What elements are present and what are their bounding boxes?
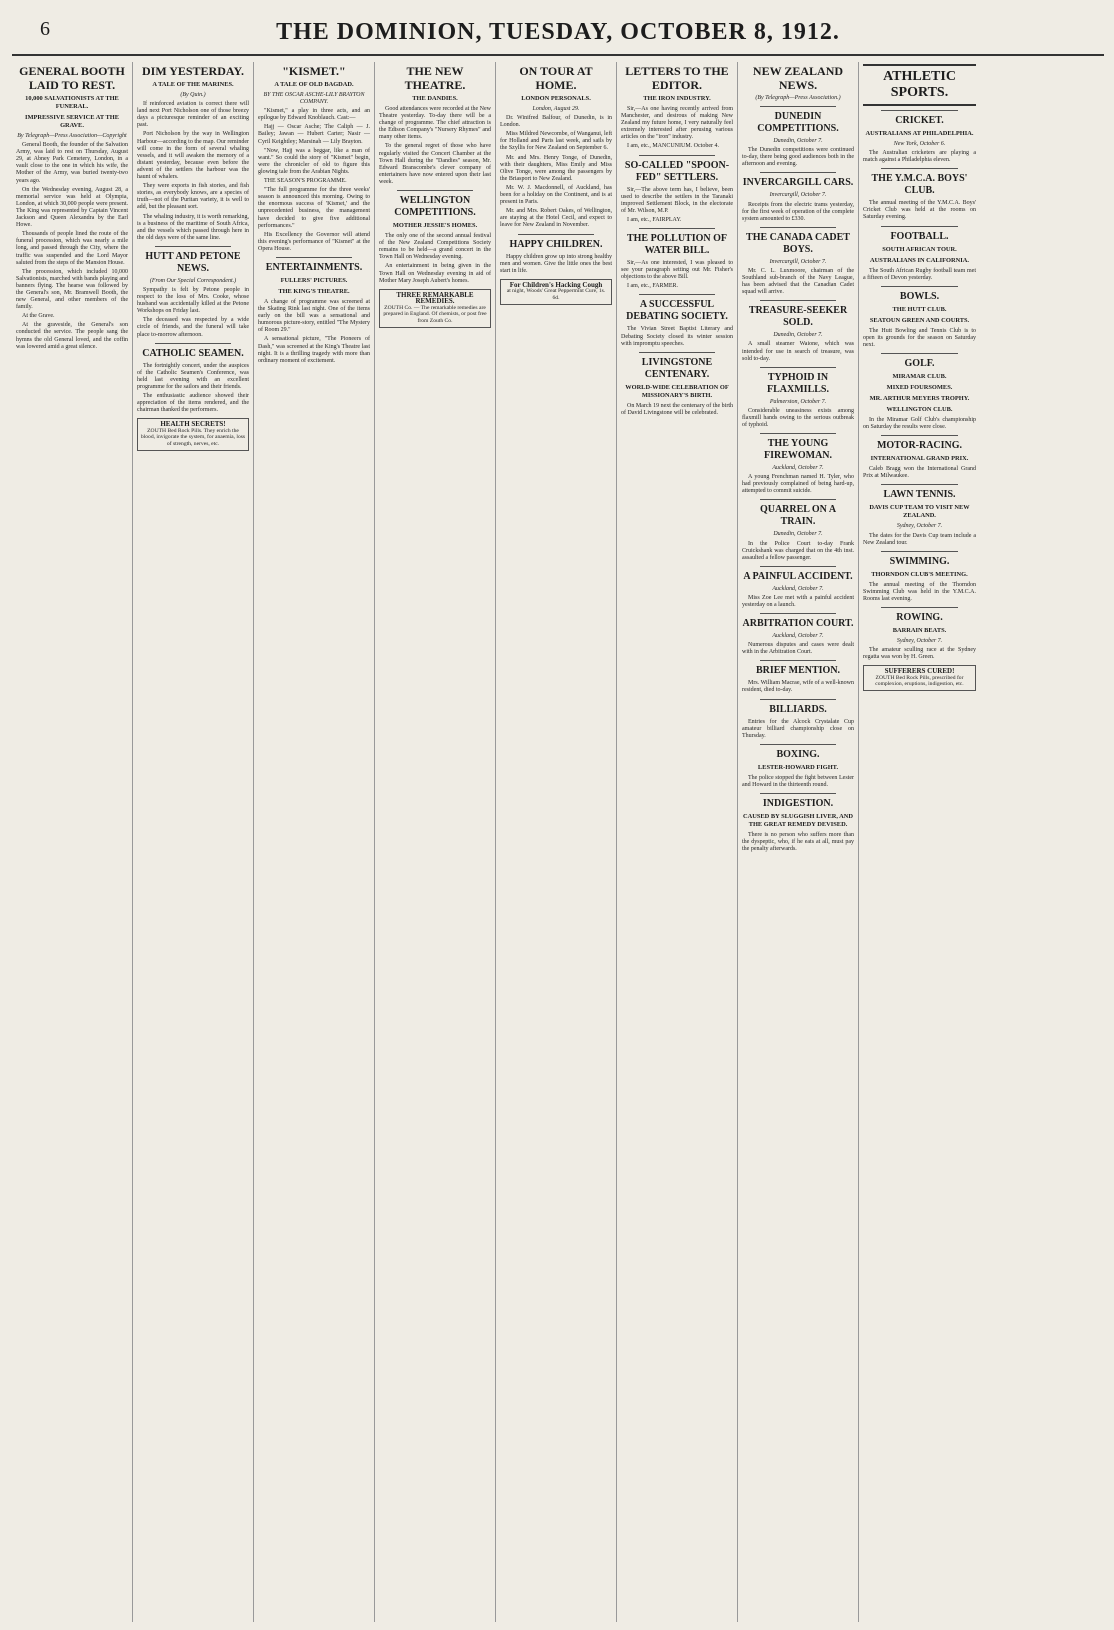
article-paragraph: The annual meeting of the Thorndon Swimming Club was held in the Y.M.C.A. Rooms last evening. <box>863 581 976 602</box>
article-byline: (By Telegraph—Press Association.) <box>755 95 841 101</box>
article-paragraph: Hajj — Oscar Asche; The Caliph — J. Bailey; Jawan — Hubert Carter; Nasir — Cyril Keightley; Marsinah — Lily Brayton. <box>258 124 370 145</box>
article-paragraph: Receipts from the electric trams yesterday, for the first week of operation of the complete system amounted to £330. <box>742 201 854 222</box>
article-subheading: WORLD-WIDE CELEBRATION OF MISSIONARY'S BIRTH. <box>625 383 729 399</box>
article-divider <box>881 110 958 111</box>
article-byline: Auckland, October 7. <box>772 585 824 592</box>
article-headline: MOTOR-RACING. <box>876 440 963 452</box>
article-paragraph: Numerous disputes and cases were dealt with in the Arbitration Court. <box>742 642 854 656</box>
article-headline: HAPPY CHILDREN. <box>509 238 603 250</box>
article-headline: THE NEW THEATRE. <box>404 64 466 92</box>
article-divider <box>760 566 836 567</box>
article-headline: THE CANADA CADET BOYS. <box>746 231 850 255</box>
article-paragraph: Caleb Bragg won the International Grand Prix at Milwaukee. <box>863 466 976 480</box>
article-headline: LETTERS TO THE EDITOR. <box>625 64 729 92</box>
article-headline: INVERCARGILL CARS. <box>742 177 854 189</box>
article-headline: GOLF. <box>904 358 935 370</box>
advertisement <box>863 665 976 691</box>
article-divider <box>639 294 715 295</box>
article-headline: QUARREL ON A TRAIN. <box>759 504 837 528</box>
article-paragraph: In the Police Court to-day Frank Cruickshank was charged that on the 4th inst. assaulted a fellow passenger. <box>742 540 854 561</box>
article-paragraph: I am, etc., FARMER. <box>627 283 679 290</box>
article-byline: (From Our Special Correspondent.) <box>149 277 237 284</box>
article-paragraph: There is no person who suffers more than the dyspeptic, who, if he eats at all, must pay the penalty afterwards. <box>742 832 854 853</box>
article-paragraph: A small steamer Waione, which was intended for use in search of treasure, was sold to-day. <box>742 341 854 362</box>
article-subheading: DAVIS CUP TEAM TO VISIT NEW ZEALAND. <box>869 504 970 520</box>
article-paragraph: "Kismet," a play in three acts, and an epilogue by Edward Knoblauch. Cast:— <box>258 108 370 122</box>
article-paragraph: "The full programme for the three weeks' season is announced this morning. Owing to the enormous success of 'Kismet,' and the unprecedented business, the management have decided to give five additional performances." <box>258 187 370 229</box>
article-headline: ON TOUR AT HOME. <box>519 64 593 92</box>
article-divider <box>760 699 836 700</box>
advertisement-text: at night, Woods' Great Peppermint Cure, 1s. 6d. <box>506 288 606 301</box>
article-paragraph: Happy children grow up into strong healthy men and women. Give the little ones the best start in life. <box>500 253 612 274</box>
article-byline: Sydney, October 7. <box>896 523 943 530</box>
article-paragraph: Entries for the Alcock Crystalate Cup amateur billiard championship close on Thursday. <box>742 718 854 739</box>
article-paragraph: The procession, which included 10,000 Salvationists, marched with bands playing and banners flying. The hearse was followed by the General's son, Mr. Bramwell Booth, the new General, and other members of the family. <box>16 268 128 311</box>
article-byline: Invercargill, October 7. <box>769 258 827 265</box>
article-paragraph: On March 19 next the centenary of the birth of David Livingstone will be celebrated. <box>621 402 733 416</box>
article-paragraph: His Excellency the Governor will attend this evening's performance of "Kismet" at the Opera House. <box>258 231 370 252</box>
article-subheading: MIRAMAR CLUB. <box>892 373 947 381</box>
article-paragraph: In the Miramar Golf Club's championship on Saturday the results were close. <box>863 417 976 431</box>
article-subheading: SOUTH AFRICAN TOUR. <box>882 245 957 253</box>
article-paragraph: An entertainment in being given in the Town Hall on Wednesday evening in aid of Mother Mary Joseph Aubert's homes. <box>379 263 491 284</box>
article-byline: Dunedin, October 7. <box>773 138 823 145</box>
article-headline: THE Y.M.C.A. BOYS' CLUB. <box>871 173 968 197</box>
article-paragraph: General Booth, the founder of the Salvation Army, was laid to rest on Thursday, August 29, at Abney Park Cemetery, London, in a vault close to the one in which his wife, the Mother of the Army, was buried twenty-two years ago. <box>16 142 128 184</box>
advertisement-text: ZOUTH Bed Rock Pills. They enrich the blood, invigorate the system, for anaemia, loss of strength, nerves, etc. <box>140 427 246 448</box>
article-divider <box>639 155 715 156</box>
article-paragraph: THE SEASON'S PROGRAMME. <box>264 178 347 185</box>
article-headline: DUNEDIN COMPETITIONS. <box>757 111 839 135</box>
article-paragraph: I am, etc., FAIRPLAY. <box>627 216 682 223</box>
article-subheading: MIXED FOURSOMES. <box>886 384 953 392</box>
article-divider <box>760 793 836 794</box>
advertisement-title: HEALTH SECRETS! <box>160 420 226 429</box>
article-subheading: FULLERS' PICTURES. <box>280 276 348 284</box>
article-headline: INDIGESTION. <box>762 798 834 810</box>
article-paragraph: Port Nicholson by the way in Wellington Harbour—according to the map. Our reminder will come in the form of several whaling vessels, and it will awaken the memory of a distant yesterday, because even before the advent of the settlers the harbour was the haunt of whalers. <box>137 131 249 181</box>
article-divider <box>760 227 836 228</box>
article-subheading: THE KING'S THEATRE. <box>278 287 350 295</box>
article-headline: "KISMET." <box>282 64 346 78</box>
article-divider <box>881 226 958 227</box>
article-paragraph: The dates for the Davis Cup team include a New Zealand tour. <box>863 532 976 546</box>
article-paragraph: The Vivian Street Baptist Literary and Debating Society closed its winter session with impromptu speeches. <box>621 326 733 347</box>
article-headline: A PAINFUL ACCIDENT. <box>743 570 853 582</box>
article-divider <box>760 613 836 614</box>
article-paragraph: Miss Mildred Newcombe, of Wanganui, left for Holland and Paris last week, and sails by the Szyllis for New Zealand on September 6. <box>500 131 612 152</box>
article-headline: ROWING. <box>896 611 943 623</box>
article-headline: THE YOUNG FIREWOMAN. <box>763 438 833 462</box>
article-subheading: A TALE OF THE MARINES. <box>152 81 234 88</box>
article-paragraph: Mr. and Mrs. Henry Tonge, of Dunedin, with their daughters, Miss Emily and Miss Olive Tonge, were among the passengers by the Briasport to New Zealand. <box>500 154 612 182</box>
article-paragraph: Miss Zoe Lee met with a painful accident yesterday on a launch. <box>742 594 854 608</box>
article-subheading: THORNDON CLUB'S MEETING. <box>871 570 968 578</box>
article-paragraph: The enthusiastic audience showed their appreciation of the items rendered, and the chairman thanked the performers. <box>137 393 249 414</box>
article-divider <box>760 433 836 434</box>
article-byline: Invercargill, October 7. <box>769 192 827 199</box>
article-subheading: THE DANDIES. <box>412 95 458 102</box>
column-1 <box>12 62 133 1622</box>
article-subheading: LESTER-HOWARD FIGHT. <box>757 763 839 771</box>
article-paragraph: The deceased was respected by a wide circle of friends, and the funeral will take place to-morrow afternoon. <box>137 317 249 338</box>
article-headline: SWIMMING. <box>889 555 950 567</box>
article-paragraph: Considerable uneasiness exists among flaxmill hands owing to the serious outbreak of typhoid. <box>742 407 854 428</box>
advertisement <box>379 289 491 328</box>
column-8 <box>859 62 980 1622</box>
article-headline: BOXING. <box>776 748 820 760</box>
article-paragraph: I am, etc., MANCUNIUM. October 4. <box>627 143 719 150</box>
article-headline: TYPHOID IN FLAXMILLS. <box>767 371 829 395</box>
advertisement <box>500 279 612 305</box>
article-headline: CATHOLIC SEAMEN. <box>142 347 244 359</box>
article-subheading: THE IRON INDUSTRY. <box>643 95 711 102</box>
article-divider <box>518 234 594 235</box>
article-paragraph: The Australian cricketers are playing a match against a Philadelphia eleven. <box>863 150 976 164</box>
article-subheading: A TALE OF OLD BAGDAD. <box>274 81 354 88</box>
article-divider <box>760 367 836 368</box>
article-paragraph: They were exports in fish stories, and fish stories, as everybody knows, are a species of truth—not of the Puritan variety, it is well to add, but the pleasant sort. <box>137 183 249 211</box>
article-subheading: THE HUTT CLUB. <box>892 305 947 313</box>
page-number: 6 <box>40 18 50 40</box>
article-headline: LAWN TENNIS. <box>883 489 956 501</box>
article-headline: SO-CALLED "SPOON-FED" SETTLERS. <box>624 159 730 183</box>
article-byline: (By Quin.) <box>180 92 206 98</box>
column-2 <box>133 62 254 1622</box>
article-paragraph: Dr. Winifred Balfour, of Dunedin, is in London. <box>500 115 612 129</box>
article-divider <box>639 228 715 229</box>
advertisement-title: THREE REMARKABLE REMEDIES. <box>396 290 474 306</box>
article-paragraph: The amateur sculling race at the Sydney regatta was won by H. Green. <box>863 647 976 661</box>
article-paragraph: "Now, Hajj was a beggar, like a man of want." So could the story of "Kismet" begin, were the chronicler of old to figure this glowing tale from the Arabian Nights. <box>258 147 370 175</box>
article-headline: BRIEF MENTION. <box>755 665 841 677</box>
article-paragraph: The whaling industry, it is worth remarking, is a business of the maritime of South Africa, and the vessels which passed through here in the old days were of the same line. <box>137 213 249 241</box>
article-paragraph: On the Wednesday evening, August 28, a memorial service was held at Olympia, London, at which 30,000 people were present. The King was represented by Captain Vincent Jackson and Queen Alexandra by the Earl Howe. <box>16 186 128 229</box>
columns <box>12 62 1104 1622</box>
article-paragraph: Sir,—As one interested, I was pleased to see your paragraph setting out Mr. Fisher's objections to the above Bill. <box>621 260 733 281</box>
article-divider <box>881 551 958 552</box>
article-subheading: INTERNATIONAL GRAND PRIX. <box>870 455 969 463</box>
article-divider <box>881 353 958 354</box>
article-subheading: LONDON PERSONALS. <box>521 95 591 102</box>
article-divider <box>881 286 958 287</box>
article-byline: BY THE OSCAR ASCHE-LILY BRAYTON COMPANY. <box>263 92 365 106</box>
article-headline: DIM YESTERDAY. <box>141 64 245 78</box>
column-4 <box>375 62 496 1622</box>
article-headline: ENTERTAINMENTS. <box>265 261 363 273</box>
article-paragraph: A young Frenchman named H. Tyler, who had previously complained of being hard-up, attempted to commit suicide. <box>742 474 854 495</box>
article-headline: A SUCCESSFUL DEBATING SOCIETY. <box>626 299 728 323</box>
article-divider <box>881 484 958 485</box>
article-paragraph: The annual meeting of the Y.M.C.A. Boys' Cricket Club was held at the rooms on Saturday evening. <box>863 200 976 221</box>
article-paragraph: Thousands of people lined the route of the funeral procession, which was nearly a mile long, and passed through the City, where the traffic was suspended and the Lord Mayor saluted from the steps of the Mansion House. <box>16 231 128 266</box>
article-headline: NEW ZEALAND NEWS. <box>752 64 844 92</box>
article-headline: FOOTBALL. <box>890 230 949 242</box>
article-headline: CRICKET. <box>895 115 944 126</box>
article-subheading: WELLINGTON CLUB. <box>886 406 953 414</box>
article-divider <box>760 300 836 301</box>
advertisement-text: ZOUTH Co. — The remarkable remedies are prepared in England. Of chemists, or post free from Zouth Co. <box>383 304 487 325</box>
article-paragraph: Sir,—As one having recently arrived from Manchester, and desirous of making New Zealand my future home, I very naturally feel extremely interested after perusing various articles on the "iron" industry. <box>621 106 733 141</box>
article-paragraph: If reinforced aviation is correct there will land next Port Nicholson one of those breezy days a picturesque reminder of an exciting past. <box>137 101 249 129</box>
article-paragraph: Mrs. William Macrae, wife of a well-known resident, died to-day. <box>742 680 854 694</box>
column-5 <box>496 62 617 1622</box>
article-subheading: MR. ARTHUR MEYERS TROPHY. <box>869 395 970 403</box>
advertisement-title: For Children's Hacking Cough <box>509 280 603 289</box>
article-subheading: SEATOUN GREEN AND COURTS. <box>869 316 970 324</box>
article-byline: Auckland, October 7. <box>772 633 824 640</box>
article-paragraph: At the graveside, the General's son conducted the service. The people sang the hymns the old General loved, and the coffin was lowered amid a great silence. <box>16 322 128 350</box>
article-headline: TREASURE-SEEKER SOLD. <box>748 305 848 329</box>
article-paragraph: A change of programme was screened at the Skating Rink last night. One of the items early on the bill was a sensational and humorous picture-story, entitled "The Mystery of Room 29." <box>258 298 370 334</box>
article-subheading: CAUSED BY SLUGGISH LIVER, AND THE GREAT REMEDY DEVISED. <box>742 813 854 829</box>
article-headline: HUTT AND PETONE NEWS. <box>145 250 241 274</box>
column-7 <box>738 62 859 1622</box>
article-subheading: IMPRESSIVE SERVICE AT THE GRAVE. <box>24 114 120 129</box>
article-paragraph: The Hutt Bowling and Tennis Club is to open its grounds for the season on Saturday next. <box>863 327 976 348</box>
article-paragraph: To the general regret of those who have regularly visited the Concert Chamber at the Town Hall during the "Dandies" season, Mr. Edward Branscombe's clever company of entertainers have now entered upon their last week. <box>379 143 491 185</box>
article-subheading: MOTHER JESSIE'S HOMES. <box>392 222 478 230</box>
article-divider <box>881 607 958 608</box>
advertisement <box>137 418 249 450</box>
article-byline: Palmerston, October 7. <box>769 398 827 405</box>
masthead <box>12 10 1104 56</box>
article-headline: THE POLLUTION OF WATER BILL. <box>626 233 727 257</box>
article-paragraph: Mr. C. L. Luxmoore, chairman of the Southland sub-branch of the Navy League, has been advised that the Canadian Cadet squad will arrive. <box>742 267 854 296</box>
article-headline: WELLINGTON COMPETITIONS. <box>394 195 476 219</box>
article-paragraph: Sympathy is felt by Petone people in respect to the loss of Mrs. Cooke, whose husband was accidentally killed at the Petone Workshops on Friday last. <box>137 286 249 315</box>
article-paragraph: The Dunedin competitions were continued to-day, there being good audiences both in the afternoon and evening. <box>742 147 854 168</box>
article-paragraph: The South African Rugby football team met a fifteen of Devon yesterday. <box>863 267 976 281</box>
article-paragraph: The only one of the second annual festival of the New Zealand Competitions Society remains to be held—a grand concert in the Town Hall on Wednesday evening. <box>379 233 491 261</box>
article-subheading: 10,000 SALVATIONISTS AT THE FUNERAL. <box>25 95 119 110</box>
article-byline: Sydney, October 7. <box>896 637 943 644</box>
article-paragraph: Good attendances were recorded at the New Theatre yesterday. To-day there will be a change of programme. The chief attraction is the Edison Company's "Nursery Rhymes" and many other items. <box>379 106 491 141</box>
article-divider <box>881 168 958 169</box>
article-divider <box>155 246 231 247</box>
article-paragraph: Mr. W. J. Macdonnell, of Auckland, has been for a holiday on the Continent, and is at present in Paris. <box>500 184 612 206</box>
newspaper-title: THE DOMINION, TUESDAY, OCTOBER 8, 1912. <box>276 18 840 45</box>
article-byline: Dunedin, October 7. <box>773 332 823 339</box>
article-divider <box>760 499 836 500</box>
column-3 <box>254 62 375 1622</box>
article-divider <box>760 106 836 107</box>
article-paragraph: At the Grave. <box>22 313 55 320</box>
article-paragraph: A sensational picture, "The Pioneers of Dash," was screened at the King's Theatre last night. It is a thrilling tragedy with more than ordinary moment of excitement. <box>258 336 370 364</box>
article-subheading: BARRAIN BEATS. <box>892 626 947 634</box>
article-byline: New York, October 6. <box>893 141 946 147</box>
article-byline: London, August 29. <box>532 106 580 112</box>
advertisement-text: ZOUTH Bed Rock Pills, prescribed for complexion, eruptions, indigestion, etc. <box>875 674 964 688</box>
article-headline: ATHLETIC SPORTS. <box>863 64 976 106</box>
article-headline: BOWLS. <box>899 290 940 302</box>
article-divider <box>760 660 836 661</box>
article-headline: ARBITRATION COURT. <box>742 618 854 630</box>
article-headline: GENERAL BOOTH LAID TO REST. <box>19 64 125 92</box>
article-byline: Auckland, October 7. <box>772 465 824 472</box>
article-byline: By Telegraph—Press Association—Copyright <box>17 133 127 139</box>
article-divider <box>760 744 836 745</box>
article-paragraph: The fortnightly concert, under the auspices of the Catholic Seamen's Conference, was held last evening with an excellent programme for the sailors and their friends. <box>137 362 249 390</box>
article-divider <box>639 352 715 353</box>
article-paragraph: The police stopped the fight between Lester and Howard in the thirteenth round. <box>742 774 854 788</box>
article-subheading: AUSTRALIANS AT PHILADELPHIA. <box>865 130 974 137</box>
article-paragraph: Mr. and Mrs. Robert Oakes, of Wellington, are staying at the Hotel Cecil, and expect to leave for New Zealand in November. <box>500 208 612 229</box>
article-divider <box>276 257 352 258</box>
article-divider <box>155 343 231 344</box>
article-byline: Dunedin, October 7. <box>773 531 823 538</box>
article-divider <box>760 172 836 173</box>
article-paragraph: Sir,—The above term has, I believe, been used to describe the settlers in the Taranaki improved Settlement Block, in the electorate of Mr. Wilson, M.P. <box>621 186 733 214</box>
article-divider <box>397 190 473 191</box>
article-subheading: AUSTRALIANS IN CALIFORNIA. <box>870 256 969 264</box>
column-6 <box>617 62 738 1622</box>
article-headline: LIVINGSTONE CENTENARY. <box>641 356 713 380</box>
article-headline: BILLIARDS. <box>769 703 827 715</box>
article-divider <box>881 435 958 436</box>
advertisement-title: SUFFERERS CURED! <box>884 667 955 676</box>
